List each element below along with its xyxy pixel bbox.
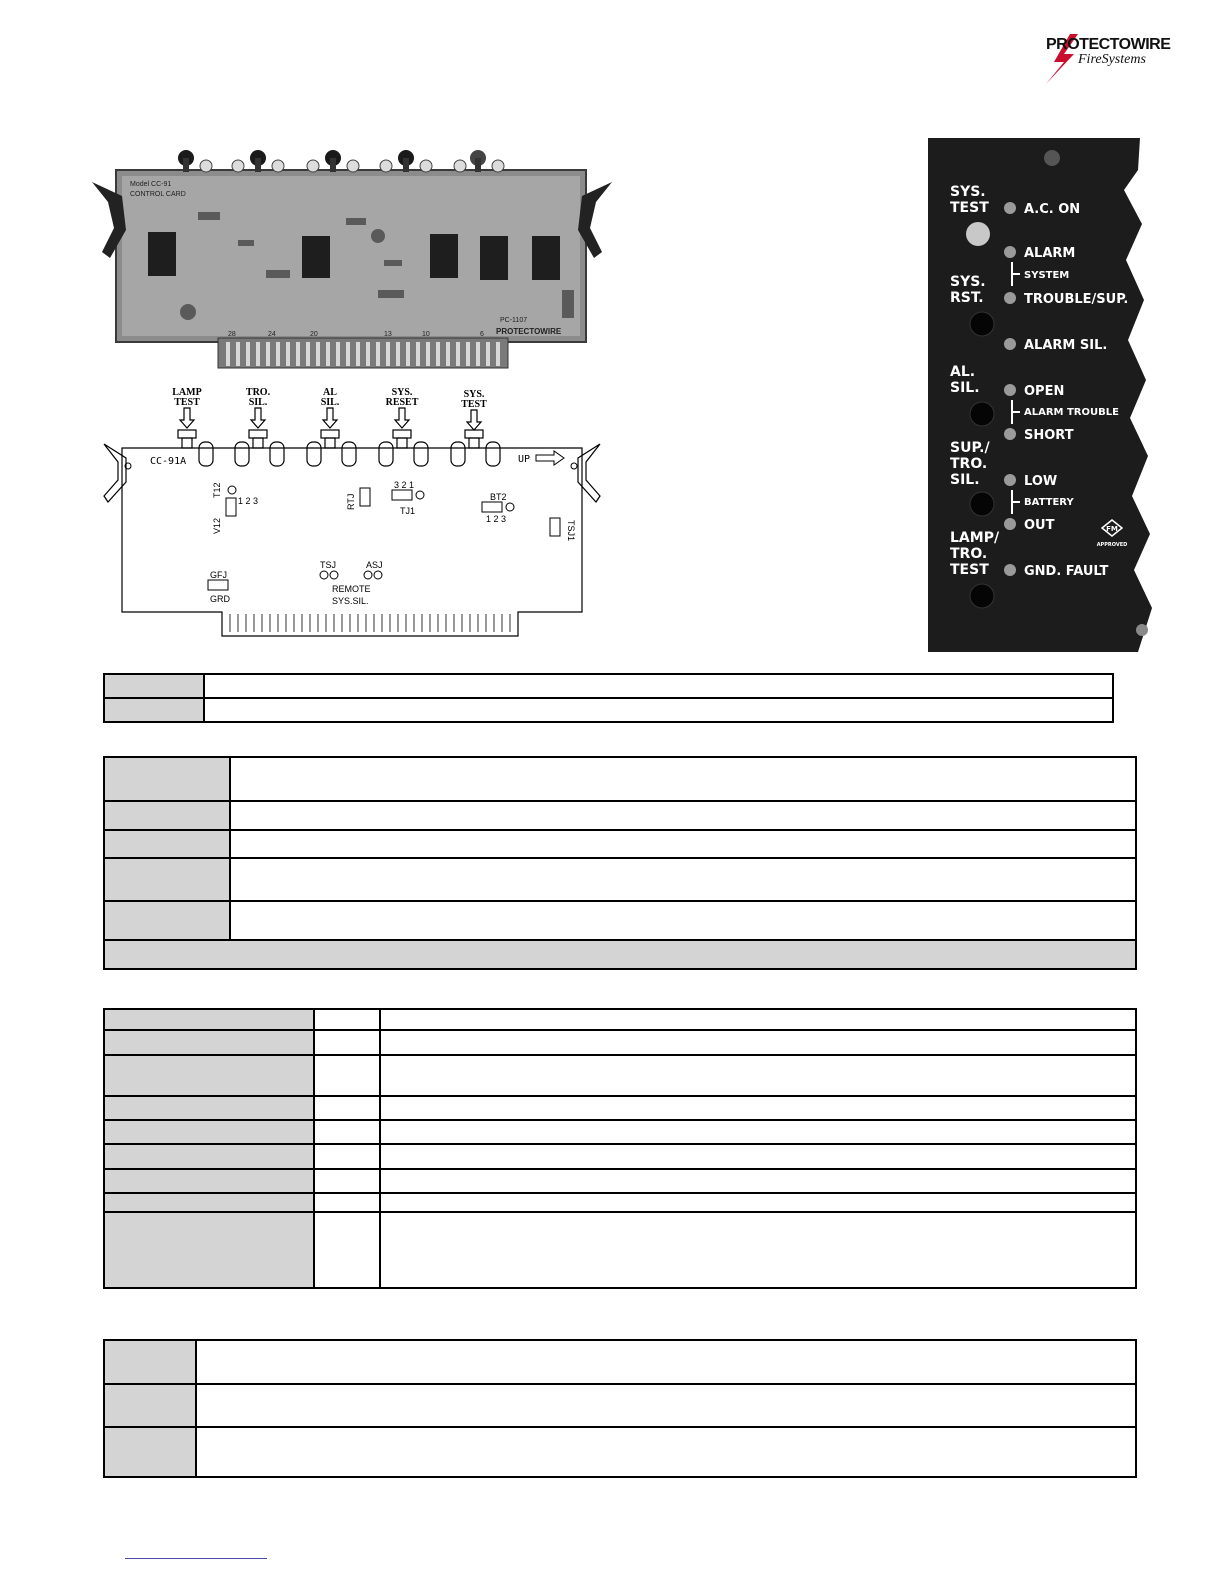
group-label: BATTERY [1024,497,1074,508]
switch-label-line1: SYS. [463,389,485,400]
approval-text: APPROVED [1096,542,1128,548]
led-trouble-sup [1004,292,1016,304]
led-alarm [1004,246,1016,258]
right-ejector [578,444,600,502]
button-label-line2: RST. [950,290,984,306]
led-label: ALARM [1024,246,1076,261]
jumper-label-bt2: BT2 [490,492,507,502]
table-value-cell [314,1096,380,1120]
table-row [104,1096,1136,1120]
approval-mark: FM [1106,525,1118,533]
board-model-label: Model CC-91 [130,181,172,188]
jumper-pins: 1 2 3 [238,496,259,506]
jumper-blocks [208,486,560,590]
table-row [104,901,1136,940]
jumper-label-gfj: GFJ [210,570,227,580]
table-label-cell [104,1144,314,1169]
table-value-cell [314,1055,380,1096]
table-row [104,1120,1136,1144]
switch-label-line2: TEST [461,399,487,410]
table-label-cell [104,1120,314,1144]
led-ac-on [1004,202,1016,214]
logo-wordmark: PROTECTOWIRE [1046,36,1171,53]
table-label-cell [104,674,204,698]
table-value-cell [380,1169,1136,1193]
table-value-cell [314,1212,380,1288]
table-row [104,830,1136,858]
button-label-line1: AL. [950,364,976,380]
table-label-cell [104,1169,314,1193]
edge-number: 10 [422,331,430,338]
table-value-cell [380,1212,1136,1288]
table-row [104,1169,1136,1193]
table-label-cell [104,1055,314,1096]
jumper-label-v12: V12 [212,517,222,534]
table-label-cell [104,1193,314,1212]
jumper-label-asj: ASJ [366,560,383,570]
led-open [1004,384,1016,396]
led-gnd-fault [1004,564,1016,576]
edge-number: 24 [268,331,276,338]
sys-reset-button[interactable] [970,312,994,336]
table-row [104,1427,1136,1477]
panel-screw [1044,150,1060,166]
table-2 [103,756,1137,970]
table-label-cell [104,830,230,858]
table-label-cell [104,757,230,801]
led-label: TROUBLE/SUP. [1024,292,1129,307]
edge-number: 28 [228,331,236,338]
table-label-cell [104,1427,196,1477]
control-card-photo [88,140,618,372]
table-value-cell [314,1030,380,1055]
card-name-label: CC-91A [150,456,187,467]
table-label-cell [104,1009,314,1030]
table-label-cell [104,858,230,901]
table-value-cell [230,757,1136,801]
table-value-cell [314,1120,380,1144]
table-label-cell [104,1384,196,1427]
table-value-cell [380,1030,1136,1055]
table-row [104,1193,1136,1212]
sys-test-button[interactable] [966,222,990,246]
table-row [104,1212,1136,1288]
group-label: ALARM TROUBLE [1024,407,1119,418]
table-value-cell [230,801,1136,830]
table-value-cell [314,1009,380,1030]
table-row [104,801,1136,830]
left-ejector [104,444,126,502]
table-3 [103,1008,1137,1289]
table-row [104,698,1113,722]
supervisory-trouble-silence-button[interactable] [970,492,994,516]
edge-number: 20 [310,331,318,338]
table-value-cell [204,698,1113,722]
table-value-cell [380,1144,1136,1169]
panel-screw [1136,624,1148,636]
jumper-label-t12: T12 [212,482,222,498]
led-out [1004,518,1016,530]
table-label-cell [104,1340,196,1384]
table-value-cell [380,1055,1136,1096]
led-low [1004,474,1016,486]
remote-label: REMOTE [332,584,371,594]
board-brand-label: PROTECTOWIRE [496,327,562,336]
edge-number: 13 [384,331,392,338]
jumper-label-rtj: RTJ [346,493,356,510]
table-value-cell [196,1340,1136,1384]
table-value-cell [196,1384,1136,1427]
table-value-cell [230,858,1136,901]
table-value-cell [380,1009,1136,1030]
table-value-cell [314,1144,380,1169]
switch-label-line1: TRO. [245,387,271,398]
pcb-number-label: PC-1107 [500,317,528,324]
table-value-cell [314,1169,380,1193]
jumper-pins: 3 2 1 [394,480,415,490]
edge-number: 6 [480,331,484,338]
led-label: OUT [1024,518,1055,533]
switch-label-line2: TEST [174,397,200,408]
alarm-silence-button[interactable] [970,402,994,426]
edge-connector [218,338,508,368]
top-switches [178,150,486,172]
led-label: ALARM SIL. [1024,338,1108,353]
button-label-line1: SYS. [950,184,986,200]
table-value-cell [204,674,1113,698]
jumper-label-tj1: TJ1 [400,506,416,516]
switch-label-line1: LAMP [172,387,202,398]
group-label: SYSTEM [1024,270,1070,281]
table-row [104,757,1136,801]
led-alarm-sil [1004,338,1016,350]
mounting-hole [571,463,577,469]
up-arrow-icon [536,451,564,465]
led-label: OPEN [1024,384,1065,399]
table-4 [103,1339,1137,1478]
table-row [104,1340,1136,1384]
table-value-cell [380,1096,1136,1120]
lamp-trouble-test-button[interactable] [970,584,994,608]
table-value-cell [380,1120,1136,1144]
table-label-cell [104,801,230,830]
switch-label-line1: AL [323,387,337,398]
up-label: UP [518,454,531,465]
jumper-label-tsj: TSJ [320,560,337,570]
led-label: GND. FAULT [1024,564,1109,579]
table-footer-cell [104,940,1136,969]
table-value-cell [314,1193,380,1212]
front-panel [926,130,1158,660]
table-row [104,940,1136,969]
table-label-cell [104,1030,314,1055]
jumper-pins: 1 2 3 [486,514,507,524]
button-label-line1: SYS. [950,274,986,290]
led-short [1004,428,1016,440]
table-row [104,1144,1136,1169]
table-row [104,858,1136,901]
button-label-line1: LAMP/ [950,530,1000,546]
edge-connector-outline [230,614,510,632]
table-row [104,1030,1136,1055]
table-label-cell [104,1212,314,1288]
footer-link[interactable] [125,1558,267,1559]
switch-arrows [180,408,481,430]
table-label-cell [104,901,230,940]
sys-sil-label: SYS.SIL. [332,596,369,606]
table-value-cell [196,1427,1136,1477]
led-label: LOW [1024,474,1058,489]
logo-subtitle: FireSystems [1078,52,1146,67]
table-value-cell [380,1193,1136,1212]
led-label: SHORT [1024,428,1074,443]
button-label-line3: TEST [950,562,989,578]
board-card-label: CONTROL CARD [130,191,186,198]
button-label-line2: SIL. [950,380,980,396]
control-card-diagram [98,384,618,644]
button-label-line2: TRO. [950,546,988,562]
table-row [104,1384,1136,1427]
table-row [104,674,1113,698]
table-value-cell [230,830,1136,858]
switch-label-line2: SIL. [320,397,340,408]
led-label: A.C. ON [1024,202,1081,217]
protectowire-logo [1040,32,1171,84]
board-outline [122,448,582,636]
table-row [104,1055,1136,1096]
switch-label-line2: RESET [385,397,419,408]
switch-label-line1: SYS. [391,387,413,398]
switch-label-line2: SIL. [248,397,268,408]
button-label-line3: SIL. [950,472,980,488]
button-label-line2: TEST [950,200,989,216]
table-row [104,1009,1136,1030]
button-label-line2: TRO. [950,456,988,472]
jumper-label-grd: GRD [210,594,230,604]
button-label-line1: SUP./ [950,440,990,456]
jumper-label-tsj1: TSJ1 [566,520,576,542]
table-label-cell [104,698,204,722]
table-1 [103,673,1114,723]
table-value-cell [230,901,1136,940]
table-label-cell [104,1096,314,1120]
